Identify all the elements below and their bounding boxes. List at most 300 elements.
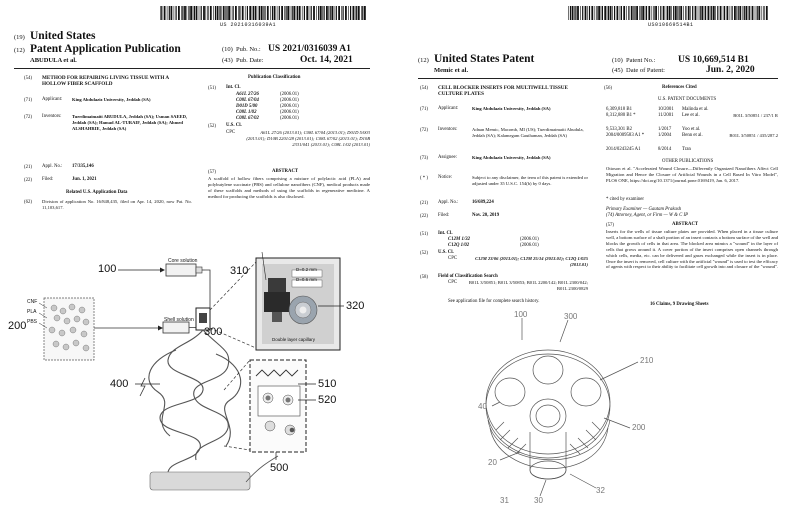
left-us-cl-label: U.S. Cl. [226,123,242,128]
barcode-bar [361,6,362,20]
us-doc-date: 10/2001 [658,107,674,112]
right-notice: Subject to any disclaimer, the term of this patent is extended or adjusted under 35 U.S.C. 154(b) by 0 days. [472,175,588,186]
right-cpc: C12M 23/06 (2013.01); C12M 25/14 (2013.01); C12Q 1/025 (2013.01) [475,256,588,267]
right-applicant-label: Applicant: [438,106,459,111]
us-doc-date: 1/2017 [658,127,672,132]
barcode-bar [279,6,280,20]
barcode-bar [223,6,225,20]
barcode-bar [679,6,680,20]
barcode-bar [744,6,745,20]
us-doc-name: Lee et al. [682,113,700,118]
barcode-bar [595,6,596,20]
barcode-bar [350,6,351,20]
fig-label-d1: D=0.2 mm [296,267,317,272]
barcode-bar [281,6,283,20]
barcode-bar [667,6,668,20]
barcode-bar [348,6,349,20]
barcode-bar [215,6,216,20]
left-division: Division of application No. 16/848,435, filed on Apr. 14, 2020, now Pat. No. 11,103,617. [42,199,192,210]
barcode-bar [330,6,331,20]
barcode-bar [704,6,705,20]
right-other-pubs-heading: OTHER PUBLICATIONS [662,159,714,164]
barcode-bar [182,6,183,20]
left-abstract-code: (57) [208,170,216,175]
barcode-bar [666,6,667,20]
barcode-bar [746,6,748,20]
right-attorney: (74) Attorney, Agent, or Firm — W & C IP [606,213,689,218]
right-inventors-code: (72) [420,128,428,133]
barcode-bar [732,6,733,20]
right-see-app: See application file for complete search history. [448,299,540,304]
drawing-label: 300 [564,312,578,321]
right-appl-no-label: Appl. No.: [438,200,459,205]
right-barcode-number: US010669514B1 [648,22,694,28]
barcode-bar [757,6,758,20]
right-filed-code: (22) [420,214,428,219]
barcode-bar [631,6,633,20]
barcode-bar [259,6,260,20]
barcode-bar [322,6,323,20]
left-cpc-label: CPC [226,130,236,135]
barcode-bar [758,6,760,20]
barcode-bar [239,6,240,20]
barcode-bar [167,6,168,20]
drawing-label: 30 [534,496,543,505]
barcode-bar [623,6,625,20]
barcode-bar [652,6,653,20]
barcode-bar [286,6,287,20]
right-patent-no-code: (10) [612,57,623,64]
barcode-bar [201,6,202,20]
barcode-bar [187,6,188,20]
barcode-bar [738,6,739,20]
barcode-bar [309,6,310,20]
barcode-bar [194,6,195,20]
fig-label-400: 400 [110,378,129,390]
us-doc-date: 11/2001 [658,113,674,118]
barcode-bar [683,6,684,20]
barcode-bar [727,6,729,20]
left-pub-no-code: (10) [222,46,233,53]
barcode-bar [708,6,710,20]
barcode-bar [673,6,674,20]
right-notice-code: ( * ) [420,176,428,181]
barcode-bar [320,6,322,20]
barcode-bar [178,6,180,20]
fig-label-320: 320 [346,300,365,312]
right-refs-code: (56) [604,86,612,91]
fig-label-pbs: PBS [27,319,38,325]
barcode-bar [160,6,161,20]
us-doc-no: 2014/0243245 A1 [606,147,641,152]
right-examiner: Primary Examiner — Gautam Prakash [606,207,682,212]
right-us-cl-code: (52) [420,251,428,256]
barcode-bar [713,6,715,20]
barcode-bar [648,6,650,20]
barcode-bar [213,6,214,20]
int-cl-year: (2006.01) [280,92,299,97]
int-cl-year: (2006.01) [520,237,539,242]
barcode-bar [356,6,357,20]
barcode-bar [690,6,691,20]
right-field-label: Field of Classification Search [438,274,498,279]
barcode-bar [634,6,635,20]
barcode-bar [766,6,768,20]
barcode-bar [263,6,264,20]
barcode-bar [663,6,665,20]
fig-label-100: 100 [98,263,117,275]
drawing-label: 200 [632,423,646,432]
barcode-bar [675,6,677,20]
barcode-bar [184,6,186,20]
barcode-bar [311,6,312,20]
barcode-bar [258,6,259,20]
barcode-bar [207,6,208,20]
barcode-bar [607,6,608,20]
barcode-bar [748,6,749,20]
right-inventor-header: Memic et al. [434,67,469,74]
left-inventors-label: Inventors: [42,114,62,119]
barcode-bar [188,6,189,20]
left-int-cl-code: (51) [208,86,216,91]
left-filed-code: (22) [24,178,32,183]
barcode-bar [685,6,686,20]
left-inventors: Tuerdimaimaiti ABUDULA, Jeddah (SA); Usman SAEED, Jeddah (SA); Hamad AL-TURAIF, Jeddah (SA); Ahmed ALSHAHRIE, Jeddah (SA) [72,114,188,131]
drawing-label: 100 [514,310,528,319]
us-doc-date: 8/2014 [658,147,672,152]
barcode-bar [233,6,234,20]
barcode-bar [231,6,232,20]
int-cl-code: C12M 1/32 [448,237,470,242]
right-other-pubs: Ottoson et al. "Accelerated Wound Closure—Differently Organized Nanofibers Affect Cell Migration and Hence the Closure of Artificial Wounds in a Cell Based In Vitro Model", PLOS ONE, https://doi.org/10.1371/journal.pone.0169419, Jan. 6, 2017. [606,166,778,183]
barcode-bar [720,6,722,20]
barcode-bar [316,6,317,20]
barcode-bar [636,6,638,20]
left-filed: Jun. 1, 2021 [72,177,97,182]
fig-label-shell-solution: Shell solution [164,317,194,323]
right-inventors: Adnan Memic, Macomb, MI (US); Tuerdimaimaiti Abudula, Jeddah (SA); Kalamegam Gauthaman, Jeddah (SA) [472,127,584,138]
us-doc-class: B01L 3/50851 / 435/287.2 [729,133,778,138]
right-abstract-heading: ABSTRACT [672,222,699,227]
barcode-bar [730,6,731,20]
left-country-code: (19) [14,34,25,41]
barcode-bar [326,6,328,20]
barcode-bar [277,6,278,20]
right-appl-no: 16/689,224 [472,200,494,205]
barcode-bar [203,6,205,20]
fig-label-510: 510 [318,378,337,390]
barcode-bar [671,6,672,20]
barcode-bar [318,6,319,20]
fig-label-cnf: CNF [27,299,38,305]
barcode-bar [249,6,251,20]
barcode-bar [587,6,588,20]
left-applicant: King Abdulaziz University, Jeddah (SA) [72,97,151,102]
int-cl-code: D01D 5/00 [236,104,258,109]
barcode-bar [602,6,603,20]
barcode-bar [701,6,703,20]
barcode-bar [688,6,690,20]
barcode-bar [645,6,646,20]
barcode-bar [313,6,315,20]
barcode-bar [324,6,325,20]
left-appl-no-label: Appl. No.: [42,164,63,169]
right-filed-label: Filed: [438,213,450,218]
right-patent-page [400,0,800,512]
barcode-bar [642,6,644,20]
right-header-rule [418,78,778,79]
right-field-cpc-label: CPC [448,280,458,285]
barcode-bar [711,6,712,20]
left-header-rule [14,68,370,69]
barcode-bar [749,6,750,20]
fig-label-200: 200 [8,320,27,332]
barcode-bar [608,6,609,20]
barcode-bar [235,6,237,20]
fig-label-300: 300 [204,326,223,338]
barcode-bar [692,6,693,20]
barcode-bar [570,6,571,20]
int-cl-code: C08L 67/04 [236,98,259,103]
barcode-bar [284,6,285,20]
barcode-bar [353,6,355,20]
barcode-bar [589,6,590,20]
barcode-bar [646,6,647,20]
barcode-bar [304,6,305,20]
right-title: CELL BLOCKER INSERTS FOR MULTIWELL TISSUE CULTURE PLATES [438,85,568,98]
int-cl-year: (2006.01) [280,116,299,121]
left-cpc: A61L 27/26 (2013.01); C08L 67/04 (2013.01); D01D 5/003 (2013.01); D10B 2201/28 (2013.01); C08L 67/02 (2013.01); D10B 2331/041 (2013.01); C08L 1/02 (2013.01) [246,130,370,147]
left-us-cl-code: (52) [208,124,216,129]
barcode-bar [653,6,654,20]
fig-label-d2: D=0.6 mm [296,277,317,282]
barcode-bar [633,6,634,20]
barcode-bar [196,6,198,20]
left-applicant-code: (71) [24,98,32,103]
left-int-cl-label: Int. Cl. [226,85,241,90]
fig-label-500: 500 [270,462,289,474]
barcode-bar [724,6,725,20]
barcode-bar [655,6,657,20]
barcode-bar [752,6,754,20]
left-pub-no: US 2021/0316039 A1 [268,44,351,54]
int-cl-code: A61L 27/26 [236,92,259,97]
us-doc-name: Tran [682,147,691,152]
left-inventor-header: ABUDULA et al. [30,57,77,64]
barcode-bar [715,6,716,20]
barcode-bar [199,6,200,20]
right-assignee: King Abdulaziz University, Jeddah (SA) [472,155,551,160]
barcode-bar [247,6,248,20]
barcode-bar [306,6,308,20]
right-patent-no-label: Patent No.: [626,57,656,64]
barcode-bar [710,6,711,20]
barcode-bar [190,6,192,20]
barcode-bar [628,6,629,20]
left-abstract-heading: ABSTRACT [272,169,299,174]
barcode-bar [626,6,627,20]
barcode-bar [580,6,581,20]
barcode-bar [274,6,276,20]
left-pub-no-label: Pub. No.: [236,46,261,53]
left-pub-class-heading: Publication Classification [248,75,301,80]
barcode-bar [338,6,340,20]
barcode-bar [174,6,175,20]
barcode-bar [161,6,162,20]
right-notice-label: Notice: [438,175,453,180]
barcode-bar [302,6,303,20]
fig-label-520: 520 [318,394,337,406]
barcode-bar [287,6,289,20]
barcode-bar [755,6,756,20]
barcode-bar [217,6,219,20]
barcode-bar [680,6,682,20]
left-pub-type: Patent Application Publication [30,43,181,55]
int-cl-code: C12Q 1/02 [448,243,470,248]
barcode-bar [252,6,253,20]
barcode-bar [723,6,724,20]
drawing-label: 210 [640,356,654,365]
right-applicant-code: (71) [420,107,428,112]
left-title-code: (54) [24,76,32,81]
barcode-bar [225,6,226,20]
left-pub-date-code: (43) [222,57,233,64]
right-assignee-code: (73) [420,156,428,161]
left-filed-label: Filed: [42,177,54,182]
barcode-bar [641,6,642,20]
int-cl-year: (2006.01) [280,110,299,115]
barcode-bar [267,6,269,20]
barcode-bar [639,6,640,20]
barcode-bar [293,6,295,20]
barcode-bar [572,6,574,20]
right-field-code: (58) [420,275,428,280]
barcode-bar [206,6,207,20]
barcode-bar [264,6,265,20]
barcode-bar [228,6,230,20]
barcode-bar [614,6,615,20]
right-drawing [400,310,800,512]
barcode-bar [226,6,227,20]
right-date-label: Date of Patent: [626,67,665,74]
left-country: United States [30,30,96,42]
right-us-docs-heading: U.S. PATENT DOCUMENTS [658,97,717,102]
barcode-bar [596,6,597,20]
barcode-bar [743,6,744,20]
left-pub-date: Oct. 14, 2021 [300,55,353,65]
right-pub-type-code: (12) [418,57,429,64]
us-doc-no: 2004/0009583 A1 * [606,133,645,138]
right-appl-no-code: (21) [420,201,428,206]
int-cl-year: (2006.01) [280,98,299,103]
barcode-bar [575,6,576,20]
right-us-cl-label: U.S. Cl. [438,250,454,255]
barcode-bar [253,6,254,20]
us-doc-no: 8,312,880 B1 * [606,113,636,118]
left-appl-no: 17/335,146 [72,164,94,169]
barcode-bar [669,6,671,20]
barcode-bar [698,6,699,20]
barcode-bar [220,6,221,20]
barcode-bar [621,6,622,20]
us-doc-no: 9,533,301 B2 [606,127,632,132]
barcode-bar [292,6,293,20]
barcode-bar [660,6,661,20]
barcode-bar [299,6,301,20]
barcode-bar [364,6,366,20]
right-abstract: Inserts for the wells of tissue culture plates are provided. When placed in a tissue culture well, a bottom surface of a shaft portion of an insert contacts a bottom surface of the well and blocks the growth of cells in that area. The blocked area mimics a "wound" in the layer of cells that grows around it. A cover portion of the insert comprises open channels through which cells, media, etc. can be delivered and gases exchanged while the insert is in place. Once the insert is removed, cell culture with the artificial "wound" is used to test the efficacy of agents with respect to their ability to facilitate cell growth into and closure of the "wound". [606,229,779,270]
left-inventors-code: (72) [24,115,32,120]
right-cited-by: * cited by examiner [606,197,644,202]
int-cl-year: (2006.01) [520,243,539,248]
barcode-bar [762,6,763,20]
barcode-bar [574,6,575,20]
barcode-bar [341,6,342,20]
right-int-cl-code: (51) [420,232,428,237]
right-date: Jun. 2, 2020 [706,65,755,75]
us-doc-class: B01L 3/50851 / 237/1 R [733,113,778,118]
barcode-bar [297,6,298,20]
right-title-code: (54) [420,86,428,91]
barcode-bar [736,6,737,20]
barcode-bar [261,6,263,20]
drawing-label: 31 [500,496,509,505]
left-pub-type-code: (12) [14,47,25,54]
barcode-bar [620,6,621,20]
left-barcode-number: US 20210316039A1 [220,22,277,28]
barcode-bar [355,6,356,20]
us-doc-no: 6,309,818 B1 [606,107,632,112]
right-claims: 16 Claims, 9 Drawing Sheets [650,302,709,307]
barcode-bar [358,6,360,20]
barcode-bar [176,6,177,20]
drawing-label: 40 [478,402,487,411]
left-related-heading: Related U.S. Application Data [66,190,128,195]
barcode-bar [331,6,333,20]
right-patent-no: US 10,669,514 B1 [678,55,749,65]
barcode-bar [604,6,606,20]
right-abstract-code: (57) [606,223,614,228]
right-field-cpc: B01L 3/50851; B01L 3/50853; B01L 2200/142; B01L 2300/042; B01L 2300/0829 [468,280,588,291]
right-assignee-label: Assignee: [438,155,457,160]
right-int-cl-label: Int. Cl. [438,231,453,236]
barcode-bar [598,6,600,20]
barcode-bar [255,6,257,20]
barcode-bar [601,6,602,20]
barcode-bar [210,6,212,20]
barcode-bar [617,6,619,20]
barcode-bar [705,6,706,20]
int-cl-code: C08L 1/02 [236,110,257,115]
barcode-bar [336,6,337,20]
int-cl-code: C08L 67/02 [236,116,259,121]
right-applicant: King Abdulaziz University, Jeddah (SA) [472,106,551,111]
drawing-label: 32 [596,486,605,495]
barcode-bar [739,6,741,20]
left-pub-date-label: Pub. Date: [236,57,264,64]
barcode-bar [296,6,297,20]
right-date-code: (45) [612,67,623,74]
barcode-bar [169,6,170,20]
barcode-bar [334,6,335,20]
barcode-bar [238,6,239,20]
drawing-label: 20 [488,458,497,467]
left-division-code: (62) [24,200,32,205]
left-title: METHOD FOR REPAIRING LIVING TISSUE WITH A HOLLOW FIBER SCAFFOLD [42,75,169,88]
left-figure [0,250,400,512]
barcode-bar [343,6,344,20]
right-filed: Nov. 20, 2019 [472,213,500,218]
